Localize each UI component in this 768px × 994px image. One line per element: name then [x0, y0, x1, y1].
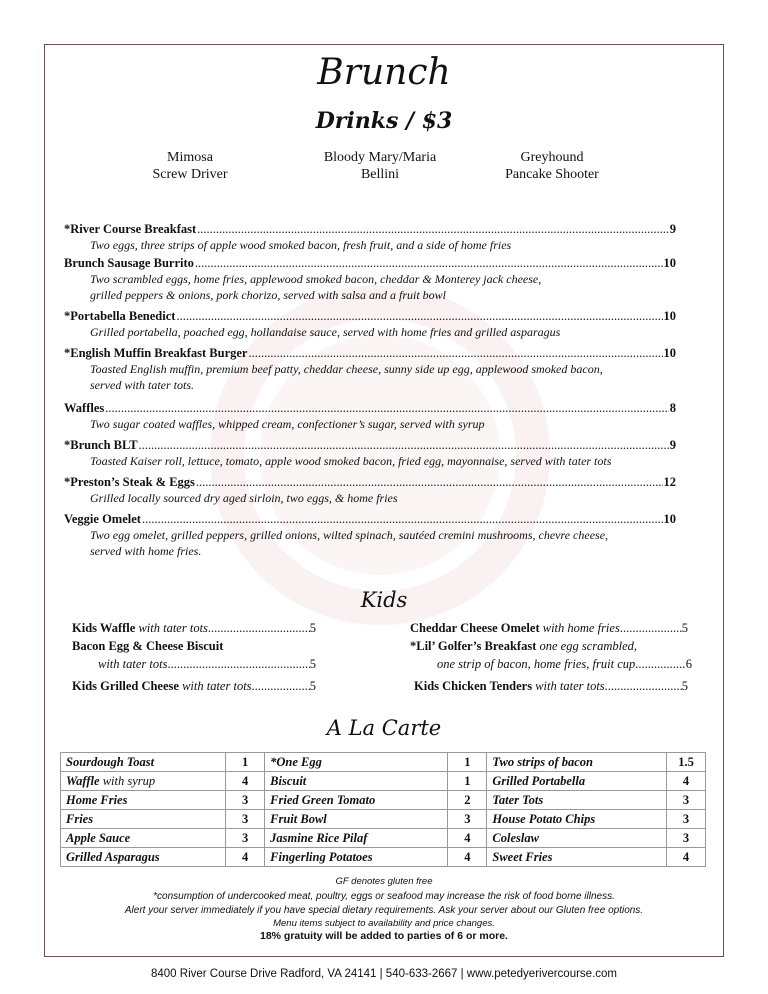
menu-item [64, 346, 676, 393]
item-name: *River Course Breakfast [64, 222, 197, 236]
table-cell: 4 [448, 829, 487, 848]
table-cell: Grilled Asparagus [61, 848, 226, 867]
table-cell: 3 [667, 791, 706, 810]
item-name: *English Muffin Breakfast Burger [64, 346, 248, 360]
item-price: 9 [669, 222, 676, 236]
item-desc: Grilled portabella, poached egg, hollandaise sauce, served with home fries and grilled asparagus [90, 325, 561, 339]
item-desc: Two scrambled eggs, home fries, applewood smoked bacon, cheddar & Monterey jack cheese, [90, 272, 542, 286]
table-cell: Jasmine Rice Pilaf [265, 829, 448, 848]
table-cell: 3 [667, 810, 706, 829]
item-name: Waffles [64, 401, 105, 415]
drinks-heading: Drinks / $3 [315, 108, 453, 134]
item-name: Bacon Egg & Cheese Biscuit [72, 639, 224, 653]
table-cell: Coleslaw [487, 829, 667, 848]
kids-item [98, 657, 316, 672]
item-price: 5 [309, 679, 316, 693]
item-desc: Two eggs, three strips of apple wood smoked bacon, fresh fruit, and a side of home fries [90, 238, 512, 252]
kids-item [72, 679, 316, 694]
menu-item [64, 475, 676, 506]
table-cell: Fingerling Potatoes [265, 848, 448, 867]
table-cell: 1 [448, 772, 487, 791]
table-row [61, 848, 706, 867]
table-row [61, 829, 706, 848]
table-row [61, 772, 706, 791]
gratuity-note: 18% gratuity will be added to parties of 6 or more. [260, 930, 508, 942]
kids-item [410, 621, 688, 636]
table-cell: Apple Sauce [61, 829, 226, 848]
item-name: Veggie Omelet [64, 512, 141, 526]
item-price: 8 [669, 401, 676, 415]
item-with: with tater tots [535, 679, 605, 693]
kids-heading: Kids [360, 588, 408, 612]
item-price: 5 [681, 679, 688, 693]
table-cell: Sweet Fries [487, 848, 667, 867]
item-name: Kids Chicken Tenders [414, 679, 533, 693]
table-cell: Fruit Bowl [265, 810, 448, 829]
table-cell: Sourdough Toast [61, 753, 226, 772]
table-cell: Home Fries [61, 791, 226, 810]
table-cell: 4 [667, 848, 706, 867]
menu-item [64, 222, 676, 253]
table-cell: Fried Green Tomato [265, 791, 448, 810]
table-cell: 3 [226, 829, 265, 848]
menu-item [64, 512, 676, 559]
kids-item [414, 679, 688, 694]
menu-item [64, 438, 676, 469]
item-name: *Portabella Benedict [64, 309, 176, 323]
item-price: 10 [663, 256, 676, 270]
table-cell: Two strips of bacon [487, 753, 667, 772]
item-name: Kids Waffle [72, 621, 136, 635]
food-warning: *consumption of undercooked meat, poultry, eggs or seafood may increase the risk of food borne illness. [153, 891, 615, 902]
item-name: Brunch Sausage Burrito [64, 256, 194, 270]
item-with: with tater tots [98, 657, 168, 671]
menu-item [64, 256, 676, 303]
table-cell: Biscuit [265, 772, 448, 791]
table-cell: Grilled Portabella [487, 772, 667, 791]
table-cell: 4 [448, 848, 487, 867]
item-price: 10 [663, 309, 676, 323]
item-with: with tater tots [182, 679, 252, 693]
item-name: Cheddar Cheese Omelet [410, 621, 540, 635]
item-price: 12 [663, 475, 676, 489]
table-cell [61, 772, 226, 791]
page-title: Brunch [317, 52, 451, 93]
cell-note: with syrup [99, 773, 156, 788]
item-price: 9 [669, 438, 676, 452]
allergy-note: Alert your server immediately if you have special dietary requirements. Ask your server about our Gluten free options. [124, 905, 644, 916]
table-row [61, 791, 706, 810]
drink-item: Bloody Mary/Maria [323, 150, 437, 165]
item-price: 5 [309, 657, 316, 671]
table-cell: 4 [226, 848, 265, 867]
item-desc: Two sugar coated waffles, whipped cream, confectioner’s sugar, served with syrup [90, 417, 485, 431]
item-with: with tater tots [138, 621, 208, 635]
table-cell: 1 [448, 753, 487, 772]
availability-note: Menu items subject to availability and price changes. [273, 918, 495, 929]
footer-address: 8400 River Course Drive Radford, VA 24141 | 540-633-2667 | www.petedyerivercourse.com [150, 968, 617, 980]
item-desc: Two egg omelet, grilled peppers, grilled onions, wilted spinach, sautéed cremini mushrooms, chevre cheese, [90, 528, 609, 542]
item-desc: Grilled locally sourced dry aged sirloin, two eggs, & home fries [90, 491, 398, 505]
item-with: one strip of bacon, home fries, fruit cup [437, 657, 636, 671]
table-cell: House Potato Chips [487, 810, 667, 829]
item-price: 5 [681, 621, 688, 635]
kids-item [72, 639, 316, 654]
item-name: *Preston’s Steak & Eggs [64, 475, 195, 489]
item-desc: Toasted English muffin, premium beef patty, cheddar cheese, sunny side up egg, applewood smoked bacon, [90, 362, 603, 376]
drink-item: Screw Driver [152, 167, 228, 182]
table-cell: 4 [226, 772, 265, 791]
table-cell: 1 [226, 753, 265, 772]
table-row [61, 810, 706, 829]
table-cell: 3 [226, 810, 265, 829]
alacarte-heading: A La Carte [326, 716, 442, 740]
table-cell: *One Egg [265, 753, 448, 772]
table-cell: 4 [667, 772, 706, 791]
table-cell: 3 [448, 810, 487, 829]
item-name: *Brunch BLT [64, 438, 138, 452]
drink-item: Pancake Shooter [505, 167, 599, 182]
table-cell: Tater Tots [487, 791, 667, 810]
table-cell: Fries [61, 810, 226, 829]
item-price: 5 [309, 621, 316, 635]
item-with: one egg scrambled, [539, 639, 638, 653]
cell-name: Waffle [66, 773, 100, 788]
table-cell: 1.5 [667, 753, 706, 772]
menu-item [64, 401, 676, 432]
table-cell: 3 [226, 791, 265, 810]
kids-item [437, 657, 692, 672]
drink-item: Greyhound [520, 150, 584, 165]
item-price: 6 [685, 657, 692, 671]
item-desc: served with tater tots. [90, 378, 194, 392]
drink-item: Bellini [360, 167, 400, 182]
item-desc: grilled peppers & onions, pork chorizo, served with salsa and a fruit bowl [90, 288, 446, 302]
drink-item: Mimosa [167, 150, 213, 165]
item-name: *Lil’ Golfer’s Breakfast [410, 639, 537, 653]
item-with: with home fries [542, 621, 620, 635]
alacarte-table [60, 752, 706, 867]
table-cell: 3 [667, 829, 706, 848]
item-price: 10 [663, 346, 676, 360]
table-row [61, 753, 706, 772]
menu-item [64, 309, 676, 340]
kids-item [410, 639, 688, 654]
item-desc: served with home fries. [90, 544, 202, 558]
item-price: 10 [663, 512, 676, 526]
item-desc: Toasted Kaiser roll, lettuce, tomato, apple wood smoked bacon, fried egg, mayonnaise, served with tater tots [90, 454, 612, 468]
kids-item [72, 621, 316, 636]
table-cell: 2 [448, 791, 487, 810]
gf-note: GF denotes gluten free [335, 876, 433, 887]
item-name: Kids Grilled Cheese [72, 679, 179, 693]
